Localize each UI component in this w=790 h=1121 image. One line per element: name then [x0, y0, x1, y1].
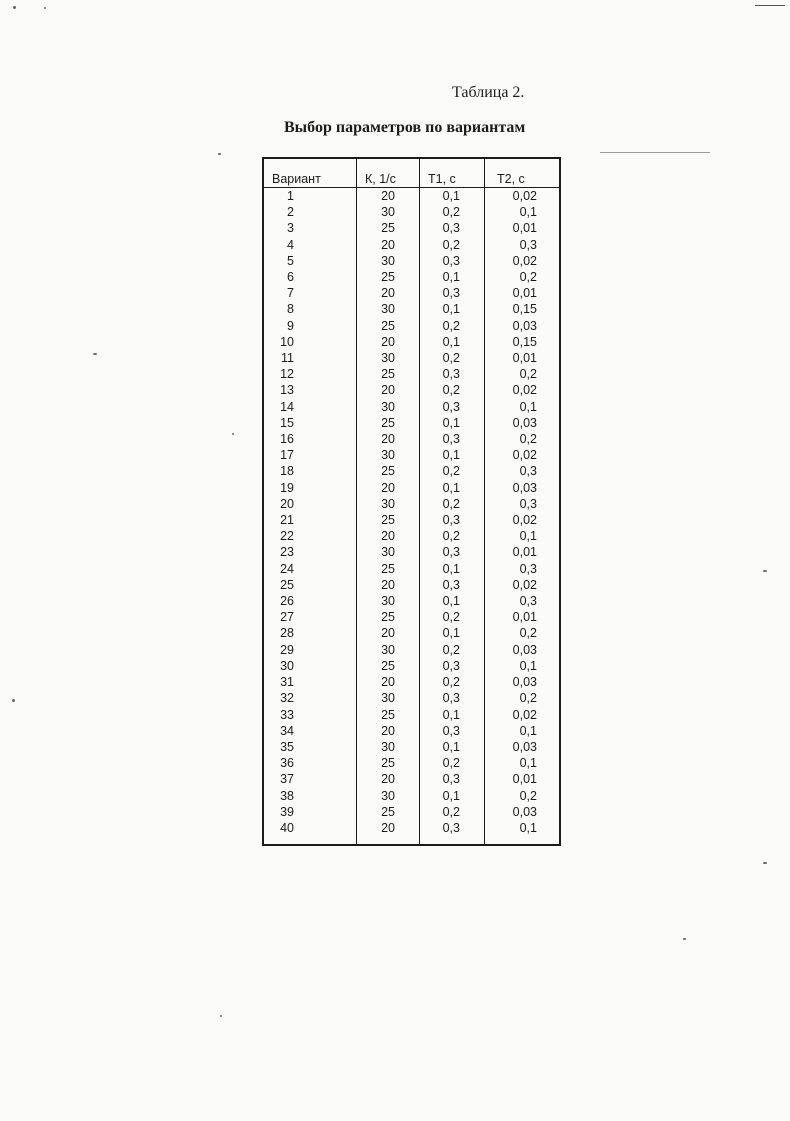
cell-t2: 0,03 [485, 480, 561, 496]
cell-variant: 30 [263, 658, 357, 674]
cell-t2: 0,03 [485, 318, 561, 334]
cell-variant: 15 [263, 415, 357, 431]
cell-t2: 0,1 [485, 658, 561, 674]
cell-variant: 21 [263, 512, 357, 528]
cell-t1: 0,2 [420, 204, 485, 220]
cell-t1: 0,2 [420, 642, 485, 658]
cell-variant: 3 [263, 220, 357, 236]
cell-t2: 0,03 [485, 739, 561, 755]
cell-t2: 0,02 [485, 188, 561, 205]
cell-variant: 23 [263, 544, 357, 560]
cell-t2: 0,03 [485, 804, 561, 820]
cell-variant: 8 [263, 301, 357, 317]
cell-t1: 0,3 [420, 399, 485, 415]
cell-t1: 0,2 [420, 350, 485, 366]
cell-t2: 0,01 [485, 350, 561, 366]
cell-variant: 26 [263, 593, 357, 609]
cell-k: 25 [357, 804, 420, 820]
cell-k: 25 [357, 366, 420, 382]
scan-artifact-speck [220, 1015, 222, 1017]
table-row [263, 253, 560, 269]
cell-k: 20 [357, 188, 420, 205]
cell-t2: 0,01 [485, 771, 561, 787]
table-row [263, 237, 560, 253]
cell-t2: 0,15 [485, 334, 561, 350]
cell-k: 30 [357, 496, 420, 512]
cell-variant: 38 [263, 788, 357, 804]
cell-k: 30 [357, 739, 420, 755]
cell-t1: 0,2 [420, 318, 485, 334]
cell-k: 25 [357, 512, 420, 528]
table-row [263, 788, 560, 804]
cell-t1: 0,1 [420, 188, 485, 205]
cell-t1: 0,1 [420, 593, 485, 609]
cell-variant: 27 [263, 609, 357, 625]
cell-k: 20 [357, 771, 420, 787]
cell-t2: 0,1 [485, 820, 561, 845]
cell-variant: 32 [263, 690, 357, 706]
cell-k: 25 [357, 415, 420, 431]
cell-t1: 0,3 [420, 431, 485, 447]
cell-t1: 0,2 [420, 609, 485, 625]
scan-artifact-speck [232, 433, 234, 435]
cell-t2: 0,2 [485, 625, 561, 641]
table-row [263, 593, 560, 609]
cell-t2: 0,1 [485, 528, 561, 544]
cell-k: 25 [357, 318, 420, 334]
cell-k: 30 [357, 593, 420, 609]
table-row [263, 480, 560, 496]
cell-t2: 0,3 [485, 561, 561, 577]
table-row [263, 528, 560, 544]
scan-artifact-speck [13, 6, 16, 9]
cell-t1: 0,3 [420, 285, 485, 301]
cell-t1: 0,3 [420, 544, 485, 560]
cell-variant: 6 [263, 269, 357, 285]
table-row [263, 350, 560, 366]
cell-variant: 11 [263, 350, 357, 366]
scan-artifact-line [600, 152, 710, 153]
table-row [263, 447, 560, 463]
table-row [263, 334, 560, 350]
cell-t1: 0,2 [420, 382, 485, 398]
table-title: Выбор параметров по вариантам [284, 119, 526, 136]
cell-t1: 0,2 [420, 237, 485, 253]
header-k: К, 1/с [357, 158, 420, 188]
cell-t2: 0,3 [485, 593, 561, 609]
cell-k: 25 [357, 269, 420, 285]
cell-t2: 0,15 [485, 301, 561, 317]
cell-t1: 0,1 [420, 707, 485, 723]
table-row [263, 804, 560, 820]
cell-variant: 29 [263, 642, 357, 658]
table-row [263, 658, 560, 674]
scan-artifact-line [755, 5, 785, 6]
scan-artifact-speck [93, 353, 97, 355]
table-row [263, 415, 560, 431]
cell-t1: 0,1 [420, 625, 485, 641]
table-row [263, 739, 560, 755]
cell-t2: 0,03 [485, 415, 561, 431]
cell-t1: 0,3 [420, 220, 485, 236]
cell-k: 20 [357, 625, 420, 641]
cell-variant: 31 [263, 674, 357, 690]
cell-t2: 0,02 [485, 512, 561, 528]
table-row [263, 269, 560, 285]
cell-variant: 9 [263, 318, 357, 334]
cell-variant: 19 [263, 480, 357, 496]
cell-t1: 0,3 [420, 577, 485, 593]
table-row [263, 301, 560, 317]
cell-variant: 35 [263, 739, 357, 755]
cell-t1: 0,2 [420, 674, 485, 690]
cell-variant: 2 [263, 204, 357, 220]
cell-k: 20 [357, 382, 420, 398]
cell-t1: 0,1 [420, 334, 485, 350]
cell-k: 20 [357, 820, 420, 845]
scan-artifact-speck [763, 862, 767, 864]
cell-t2: 0,3 [485, 463, 561, 479]
table-row [263, 366, 560, 382]
cell-k: 30 [357, 204, 420, 220]
scan-artifact-speck [763, 570, 767, 572]
cell-t2: 0,2 [485, 690, 561, 706]
cell-t2: 0,2 [485, 788, 561, 804]
table-row [263, 285, 560, 301]
cell-k: 30 [357, 350, 420, 366]
table-row [263, 609, 560, 625]
cell-t2: 0,3 [485, 237, 561, 253]
cell-k: 30 [357, 253, 420, 269]
cell-t1: 0,3 [420, 690, 485, 706]
cell-variant: 17 [263, 447, 357, 463]
scan-artifact-speck [44, 7, 46, 9]
cell-t2: 0,2 [485, 269, 561, 285]
header-t2: Т2, с [485, 158, 561, 188]
cell-t1: 0,3 [420, 512, 485, 528]
cell-t1: 0,1 [420, 739, 485, 755]
table-row [263, 723, 560, 739]
cell-t2: 0,03 [485, 642, 561, 658]
table-row [263, 204, 560, 220]
cell-t1: 0,3 [420, 723, 485, 739]
cell-t2: 0,1 [485, 723, 561, 739]
cell-t1: 0,2 [420, 755, 485, 771]
cell-t1: 0,1 [420, 788, 485, 804]
table-row [263, 463, 560, 479]
cell-t1: 0,1 [420, 480, 485, 496]
table-row [263, 674, 560, 690]
header-variant: Вариант [263, 158, 357, 188]
parameters-table [262, 157, 561, 846]
cell-k: 20 [357, 431, 420, 447]
cell-t2: 0,1 [485, 204, 561, 220]
cell-variant: 24 [263, 561, 357, 577]
table-body [263, 188, 560, 845]
cell-t2: 0,02 [485, 447, 561, 463]
table-row [263, 561, 560, 577]
cell-variant: 1 [263, 188, 357, 205]
cell-variant: 13 [263, 382, 357, 398]
cell-t1: 0,1 [420, 447, 485, 463]
cell-k: 30 [357, 447, 420, 463]
cell-variant: 28 [263, 625, 357, 641]
cell-t1: 0,2 [420, 528, 485, 544]
cell-variant: 36 [263, 755, 357, 771]
cell-variant: 14 [263, 399, 357, 415]
table-row [263, 771, 560, 787]
cell-t1: 0,1 [420, 561, 485, 577]
cell-variant: 22 [263, 528, 357, 544]
cell-t1: 0,2 [420, 463, 485, 479]
cell-variant: 40 [263, 820, 357, 845]
cell-k: 30 [357, 690, 420, 706]
cell-t1: 0,2 [420, 496, 485, 512]
cell-k: 20 [357, 577, 420, 593]
cell-k: 25 [357, 463, 420, 479]
cell-t2: 0,01 [485, 609, 561, 625]
table-row [263, 399, 560, 415]
table-header-row [263, 158, 560, 188]
table-row [263, 188, 560, 205]
cell-variant: 16 [263, 431, 357, 447]
cell-t1: 0,3 [420, 658, 485, 674]
cell-t2: 0,3 [485, 496, 561, 512]
scan-artifact-speck [218, 153, 221, 155]
cell-t1: 0,3 [420, 366, 485, 382]
cell-t1: 0,1 [420, 269, 485, 285]
cell-variant: 18 [263, 463, 357, 479]
cell-t2: 0,1 [485, 755, 561, 771]
cell-k: 25 [357, 220, 420, 236]
table-row [263, 431, 560, 447]
table-row [263, 707, 560, 723]
cell-k: 30 [357, 788, 420, 804]
table-row [263, 382, 560, 398]
table-row [263, 496, 560, 512]
cell-k: 25 [357, 658, 420, 674]
cell-k: 25 [357, 561, 420, 577]
cell-t1: 0,1 [420, 301, 485, 317]
cell-t2: 0,02 [485, 577, 561, 593]
table-row [263, 755, 560, 771]
cell-k: 20 [357, 285, 420, 301]
table-row [263, 625, 560, 641]
table-row [263, 318, 560, 334]
cell-t2: 0,02 [485, 382, 561, 398]
cell-k: 20 [357, 674, 420, 690]
cell-variant: 33 [263, 707, 357, 723]
cell-variant: 37 [263, 771, 357, 787]
cell-variant: 34 [263, 723, 357, 739]
cell-k: 20 [357, 237, 420, 253]
table-row [263, 512, 560, 528]
cell-k: 30 [357, 642, 420, 658]
table-row [263, 820, 560, 845]
cell-k: 20 [357, 480, 420, 496]
cell-t2: 0,02 [485, 707, 561, 723]
cell-t2: 0,01 [485, 220, 561, 236]
scan-artifact-speck [12, 699, 15, 702]
cell-k: 25 [357, 755, 420, 771]
cell-variant: 7 [263, 285, 357, 301]
table-row [263, 544, 560, 560]
table-row [263, 577, 560, 593]
cell-variant: 39 [263, 804, 357, 820]
cell-t1: 0,3 [420, 253, 485, 269]
cell-variant: 4 [263, 237, 357, 253]
scan-artifact-speck [683, 938, 686, 940]
cell-variant: 12 [263, 366, 357, 382]
cell-k: 20 [357, 334, 420, 350]
cell-t2: 0,2 [485, 366, 561, 382]
cell-t2: 0,02 [485, 253, 561, 269]
table-caption: Таблица 2. [452, 84, 525, 101]
cell-k: 25 [357, 707, 420, 723]
cell-k: 30 [357, 544, 420, 560]
cell-t2: 0,01 [485, 544, 561, 560]
cell-variant: 20 [263, 496, 357, 512]
header-t1: Т1, с [420, 158, 485, 188]
cell-k: 20 [357, 723, 420, 739]
cell-t1: 0,2 [420, 804, 485, 820]
cell-variant: 5 [263, 253, 357, 269]
cell-k: 30 [357, 399, 420, 415]
cell-k: 25 [357, 609, 420, 625]
cell-t2: 0,1 [485, 399, 561, 415]
cell-variant: 25 [263, 577, 357, 593]
cell-k: 20 [357, 528, 420, 544]
cell-t2: 0,01 [485, 285, 561, 301]
cell-t1: 0,3 [420, 771, 485, 787]
cell-t1: 0,3 [420, 820, 485, 845]
table-row [263, 690, 560, 706]
table-row [263, 642, 560, 658]
table-row [263, 220, 560, 236]
cell-t2: 0,2 [485, 431, 561, 447]
cell-variant: 10 [263, 334, 357, 350]
cell-t1: 0,1 [420, 415, 485, 431]
cell-t2: 0,03 [485, 674, 561, 690]
cell-k: 30 [357, 301, 420, 317]
